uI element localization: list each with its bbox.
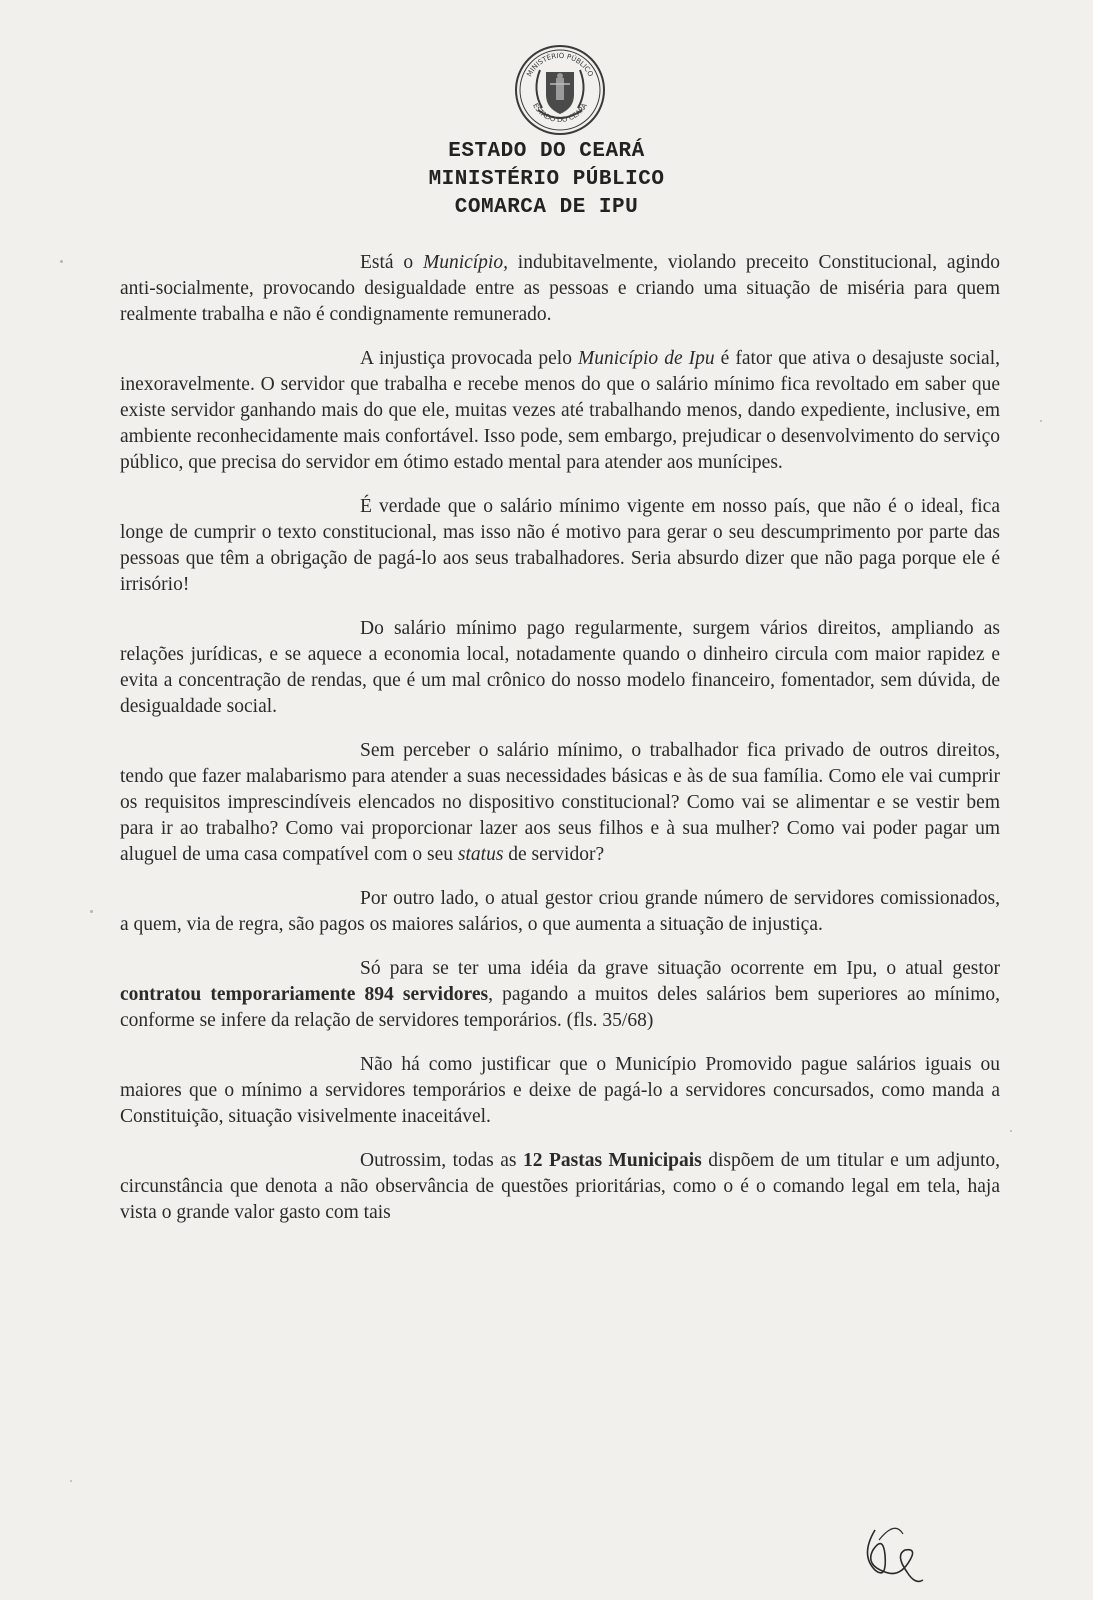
- paragraph-p4: [120, 616, 1000, 720]
- paragraph-p6: [120, 886, 1000, 938]
- paragraph-text: Do salário mínimo pago regularmente, surgem vários direitos, ampliando as relações jurídicas, e se aquece a economia local, notadamente quando o dinheiro circula com maior rapidez e evita a concentração de rendas, que é um mal crônico do nosso modelo financeiro, fomentador, sem dúvida, de desigualdade social.: [120, 618, 1000, 717]
- paragraph-p5: [120, 738, 1000, 868]
- paragraph-text: é fator que ativa o desajuste social, inexoravelmente. O servidor que trabalha e recebe menos do que o salário mínimo fica revoltado em saber que existe servidor ganhando mais do que ele, muitas vezes até trabalhando menos, dando expediente, inclusive, em ambiente reconhecidamente mais confortável. Isso pode, sem embargo, prejudicar o desenvolvimento do serviço público, que precisa do servidor em ótimo estado mental para atender aos munícipes.: [120, 348, 1000, 473]
- header-ministry: MINISTÉRIO PÚBLICO: [428, 168, 665, 191]
- paragraph-p9: [120, 1148, 1000, 1226]
- paragraph-p3: [120, 494, 1000, 598]
- paragraph-p1: [120, 250, 1000, 328]
- paragraph-text: de servidor?: [503, 844, 605, 865]
- seal-text-top: MINISTÉRIO PÚBLICO: [525, 51, 595, 79]
- paragraph-text: Não há como justificar que o Município Promovido pague salários iguais ou maiores que o mínimo a servidores temporários e deixe de pagá-lo a servidores concursados, como manda a Constituição, situação visivelmente inaceitável.: [120, 1054, 1000, 1127]
- paragraph-text: A injustiça provocada pelo: [360, 348, 579, 369]
- paragraph-p8: [120, 1052, 1000, 1130]
- paragraph-text: É verdade que o salário mínimo vigente em nosso país, que não é o ideal, fica longe de cumprir o texto constitucional, mas isso não é motivo para gerar o seu descumprimento por parte das pessoas que têm a obrigação de pagá-lo aos seus trabalhadores. Seria absurdo dizer que não paga porque ele é irrisório!: [120, 496, 1000, 595]
- paragraph-text: Por outro lado, o atual gestor criou grande número de servidores comissionados, a quem, via de regra, são pagos os maiores salários, o que aumenta a situação de injustiça.: [120, 888, 1000, 935]
- handwritten-initials-signature: [855, 1510, 925, 1590]
- document-body: [120, 250, 1000, 1244]
- paragraph-text: Está o: [360, 252, 423, 273]
- italic-text: Município,: [422, 252, 508, 273]
- header-district: COMARCA DE IPU: [454, 196, 639, 219]
- bold-text: contratou temporariamente 894 servidores: [120, 984, 489, 1005]
- italic-text: status: [457, 844, 504, 865]
- coat-of-arms-seal: [510, 40, 610, 140]
- paragraph-text: Sem perceber o salário mínimo, o trabalhador fica privado de outros direitos, tendo que fazer malabarismo para atender a suas necessidades básicas e às de sua família. Como ele vai cumprir os requisitos imprescindíveis elencados no dispositivo constitucional? Como vai se alimentar e se vestir bem para ir ao trabalho? Como vai proporcionar lazer aos seus filhos e à sua mulher? Como vai poder pagar um aluguel de uma casa compatível com o seu: [120, 740, 1000, 865]
- paragraph-text: , pagando a muitos deles salários bem superiores ao mínimo, conforme se infere da relação de servidores temporários. (fls. 35/68): [120, 984, 1000, 1031]
- seal-text-bottom: ESTADO DO CEARÁ: [531, 102, 589, 125]
- paragraph-text: Outrossim, todas as: [360, 1150, 523, 1171]
- paragraph-text: indubitavelmente, violando preceito Constitucional, agindo anti-socialmente, provocando desigualdade entre as pessoas e criando uma situação de miséria para quem realmente trabalha e não é condignamente remunerado.: [120, 252, 1001, 325]
- paragraph-text: Só para se ter uma idéia da grave situação ocorrente em Ipu, o atual gestor: [360, 958, 1000, 979]
- paragraph-p2: [120, 346, 1000, 476]
- paragraph-p7: [120, 956, 1000, 1034]
- paragraph-text: dispõem de um titular e um adjunto, circunstância que denota a não observância de questões prioritárias, como o é o comando legal em tela, haja vista o grande valor gasto com tais: [120, 1150, 1000, 1223]
- italic-text: Município de Ipu: [578, 348, 715, 369]
- header-state: ESTADO DO CEARÁ: [448, 140, 645, 163]
- bold-text: 12 Pastas Municipais: [522, 1150, 702, 1171]
